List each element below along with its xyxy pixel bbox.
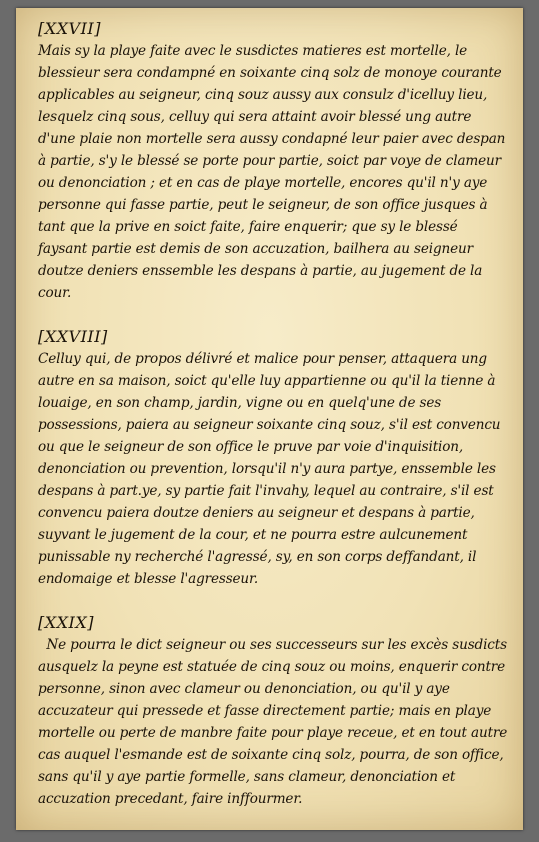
text-line: endomaige et blesse l'agresseur. bbox=[38, 571, 259, 587]
text-line: Celluy qui, de propos délivré et malice pour penser, attaquera ung bbox=[38, 351, 487, 367]
text-line: applicables au seigneur, cinq souz aussy aux consulz d'icelluy lieu, bbox=[38, 87, 488, 103]
text-line: Mais sy la playe faite avec le susdictes matieres est mortelle, le bbox=[38, 43, 468, 59]
text-line: despans à part.ye, sy partie fait l'invahy, lequel au contraire, s'il est bbox=[38, 483, 494, 499]
text-line: Ne pourra le dict seigneur ou ses successeurs sur les excès susdicts bbox=[38, 637, 507, 653]
text-line: suyvant le jugement de la cour, et ne pourra estre aulcunement bbox=[38, 527, 468, 543]
text-line: blessieur sera condampné en soixante cinq solz de monoye courante bbox=[38, 65, 502, 81]
text-line: accuzateur qui pressede et fasse directement partie; mais en playe bbox=[38, 703, 492, 719]
text-line: mortelle ou perte de manbre faite pour playe receue, et en tout autre bbox=[38, 725, 508, 741]
text-line: cour. bbox=[38, 285, 72, 301]
text-line: doutze deniers enssemble les despans à partie, au jugement de la bbox=[38, 263, 483, 279]
text-line: personne qui fasse partie, peut le seigneur, de son office jusques à bbox=[38, 197, 488, 213]
text-line: ou denonciation ; et en cas de playe mortelle, encores qu'il n'y aye bbox=[38, 175, 488, 191]
parchment-page bbox=[16, 8, 523, 830]
text-line: lesquelz cinq sous, celluy qui sera attaint avoir blessé ung autre bbox=[38, 109, 472, 125]
text-line: accuzation precedant, faire inffourmer. bbox=[38, 791, 303, 807]
text-line: cas auquel l'esmande est de soixante cinq solz, pourra, de son office, bbox=[38, 747, 504, 763]
text-line: à partie, s'y le blessé se porte pour partie, soict par voye de clameur bbox=[38, 153, 501, 169]
text-line: personne, sinon avec clameur ou denonciation, ou qu'il y aye bbox=[38, 681, 450, 697]
section-heading: [XXVII] bbox=[38, 19, 101, 38]
section-heading: [XXVIII] bbox=[38, 327, 108, 346]
text-line: punissable ny recherché l'agressé, sy, en son corps deffandant, il bbox=[38, 549, 477, 565]
text-line: tant que la prive en soict faite, faire enquerir; que sy le blessé bbox=[38, 219, 458, 235]
text-line: ou que le seigneur de son office le pruve par voie d'inquisition, bbox=[38, 439, 464, 455]
text-line: sans qu'il y aye partie formelle, sans clameur, denonciation et bbox=[38, 769, 456, 785]
text-line: ausquelz la peyne est statuée de cinq souz ou moins, enquerir contre bbox=[38, 659, 506, 675]
text-line: autre en sa maison, soict qu'elle luy appartienne ou qu'il la tienne à bbox=[38, 373, 496, 389]
section-spacer bbox=[38, 304, 508, 326]
section-29 bbox=[38, 612, 508, 810]
text-line: d'une plaie non mortelle sera aussy condapné leur paier avec despan bbox=[38, 131, 506, 147]
text-line: faysant partie est demis de son accuzation, bailhera au seigneur bbox=[38, 241, 473, 257]
section-heading: [XXIX] bbox=[38, 613, 94, 632]
text-line: convencu paiera doutze deniers au seigneur et despans à partie, bbox=[38, 505, 475, 521]
text-line: denonciation ou prevention, lorsqu'il n'y aura partye, enssemble les bbox=[38, 461, 496, 477]
section-28 bbox=[38, 326, 508, 590]
section-spacer bbox=[38, 590, 508, 612]
text-line: possessions, paiera au seigneur soixante cinq souz, s'il est convencu bbox=[38, 417, 501, 433]
document-text bbox=[38, 18, 508, 810]
section-27 bbox=[38, 18, 508, 304]
text-line: louaige, en son champ, jardin, vigne ou en quelq'une de ses bbox=[38, 395, 442, 411]
